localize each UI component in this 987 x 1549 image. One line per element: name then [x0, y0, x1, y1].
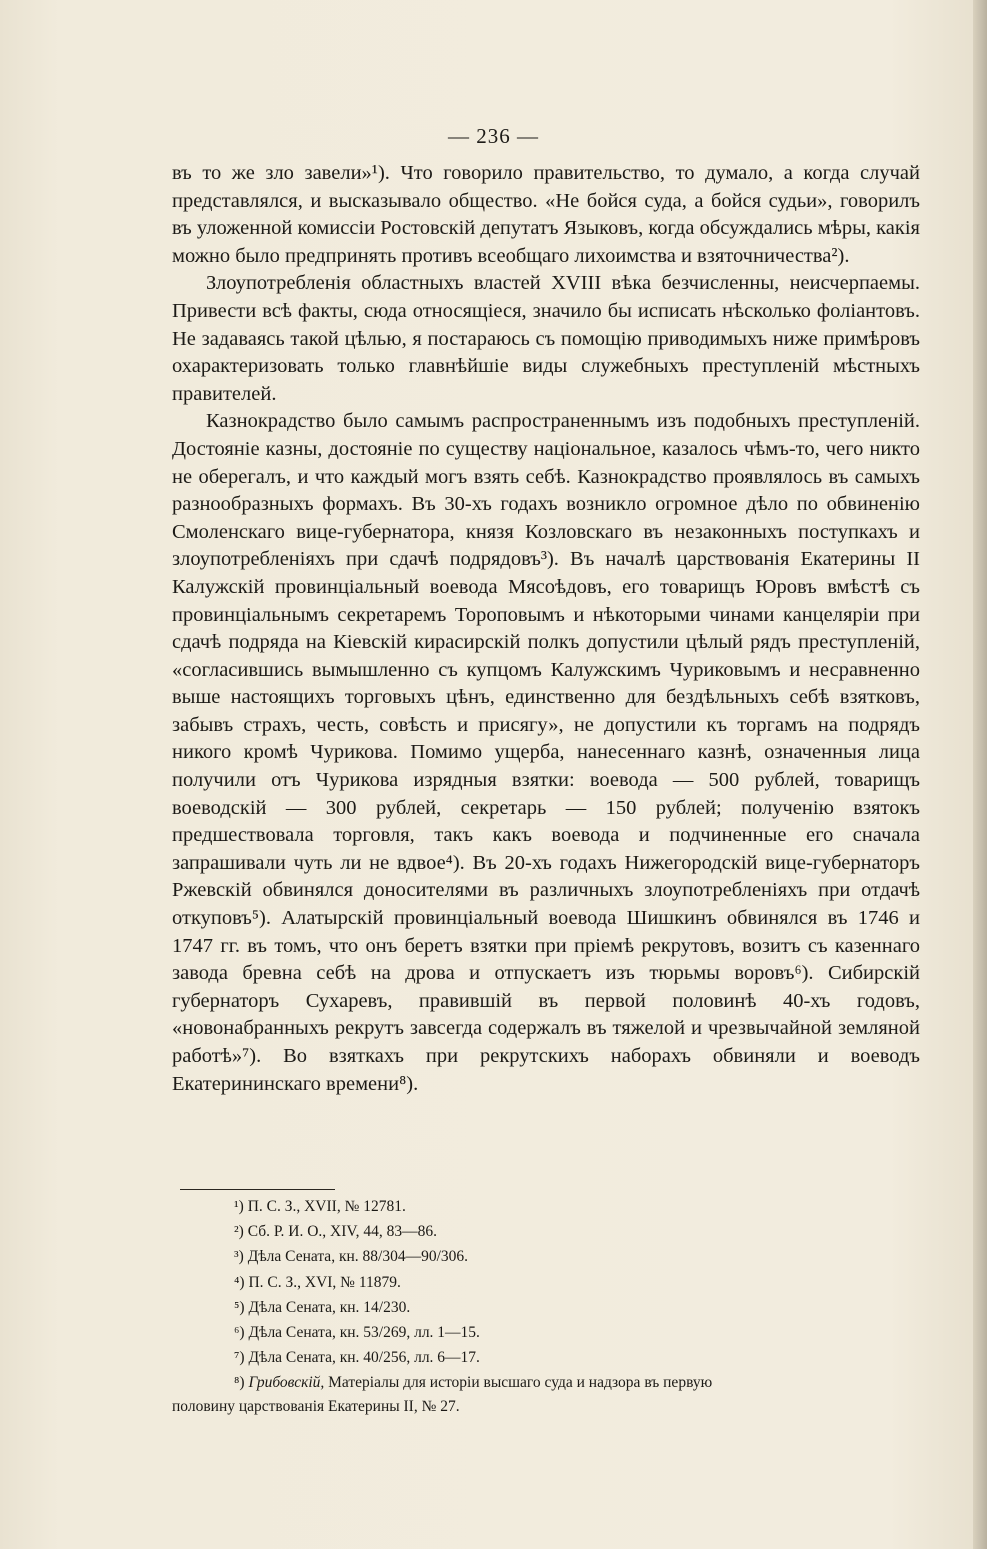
- footnote-text: П. С. З., XVI, № 11879.: [248, 1273, 401, 1291]
- footnote-number: ⁸): [234, 1374, 245, 1392]
- footnote-7: [172, 1345, 920, 1370]
- paragraph-1: въ то же зло завели»¹). Что говорило правительство, то думало, а когда случай представлялся, и высказывало общество. «Не бойся суда, а бойся судьи», говорилъ въ уложенной комиссіи Ростовскій депутатъ Языковъ, когда обсуждались мѣры, какія можно было предпринять противъ всеобщаго лихоимства и взяточничества²).: [172, 162, 920, 267]
- paragraph-2: Злоупотребленія областныхъ властей XVIII вѣка безчисленны, неисчерпаемы. Привести всѣ факты, сюда относящіеся, значило бы исписать нѣсколько фоліантовъ. Не задаваясь такой цѣлью, я постараюсь съ помощію приводимыхъ ниже примѣровъ охарактеризовать только главнѣйшіе виды служебныхъ преступленій мѣстныхъ правителей.: [172, 272, 920, 405]
- footnote-text: П. С. З., XVII, № 12781.: [247, 1198, 406, 1215]
- footnote-number: ³): [234, 1248, 244, 1266]
- footnote-text: Сб. Р. И. О., XIV, 44, 83—86.: [247, 1223, 437, 1241]
- footnote-divider: [180, 1189, 335, 1190]
- footnote-8-continuation: половину царствованія Екатерины II, № 27.: [172, 1397, 460, 1415]
- footnote-text: Дѣла Сената, кн. 14/230.: [248, 1298, 411, 1316]
- footnote-number: ¹): [234, 1198, 244, 1215]
- footnote-3: [172, 1244, 920, 1269]
- footnotes: [172, 1194, 920, 1419]
- footnote-number: ⁷): [234, 1349, 245, 1367]
- footnote-text: Дѣла Сената, кн. 88/304—90/306.: [247, 1248, 469, 1266]
- footnote-6: [172, 1320, 920, 1345]
- footnote-text: Дѣла Сената, кн. 53/269, лл. 1—15.: [248, 1324, 480, 1342]
- footnote-1: [172, 1194, 920, 1219]
- footnote-number: ⁶): [234, 1324, 245, 1342]
- footnote-number: ⁴): [234, 1273, 245, 1291]
- footnote-2: [172, 1219, 920, 1244]
- footnote-author: Грибовскій,: [248, 1374, 325, 1392]
- page-edge-shadow: [973, 0, 987, 1549]
- page-number: — 236 —: [448, 124, 539, 148]
- footnote-number: ⁵): [234, 1298, 245, 1316]
- footnote-text: Матеріалы для исторіи высшаго суда и надзора въ первую: [324, 1374, 713, 1392]
- body-text: [172, 160, 920, 1098]
- footnote-4: [172, 1270, 920, 1295]
- footnote-5: [172, 1295, 920, 1320]
- footnote-8: [172, 1370, 920, 1395]
- footnote-text: Дѣла Сената, кн. 40/256, лл. 6—17.: [248, 1349, 480, 1367]
- footnote-number: ²): [234, 1223, 244, 1241]
- paragraph-3: Казнокрадство было самымъ распространеннымъ изъ подобныхъ преступленій. Достояніе казны, достояніе по существу національное, казалось чѣмъ-то, чего никто не оберегалъ, и что каждый могъ взять себѣ. Казнокрадство проявлялось въ самыхъ разнообразныхъ формахъ. Въ 30-хъ годахъ возникло огромное дѣло по обвиненію Смоленскаго вице-губернатора, князя Козловскаго въ незаконныхъ поступкахъ и злоупотребленіяхъ при сдачѣ подрядовъ³). Въ началѣ царствованія Екатерины II Калужскій провинціальный воевода Мясоѣдовъ, его товарищъ Юровъ вмѣстѣ съ провинціальнымъ секретаремъ Тороповымъ и нѣкоторыми чинами канцеляріи при сдачѣ подряда на Кіевскій кирасирскій полкъ допустили цѣлый рядъ преступленій, «согласившись вымышленно съ купцомъ Калужскимъ Чуриковымъ и несравненно выше настоящихъ торговыхъ цѣнъ, единственно для бездѣльныхъ себѣ взятковъ, забывъ страхъ, честь, совѣсть и присягу», не допустили къ торгамъ на подрядъ никого кромѣ Чурикова. Помимо ущерба, нанесеннаго казнѣ, означенныя лица получили отъ Чурикова изрядныя взятки: воевода — 500 рублей, товарищъ воеводскій — 300 рублей, секретарь — 150 рублей; полученію взятокъ предшествовала торговля, такъ какъ воевода и подчиненные его сначала запрашивали чуть ли не вдвое⁴). Въ 20-хъ годахъ Нижегородскій вице-губернаторъ Ржевскій обвинялся доносителями въ различныхъ злоупотребленіяхъ при отдачѣ откуповъ⁵). Алатырскій провинціальный воевода Шишкинъ обвинялся въ 1746 и 1747 гг. въ томъ, что онъ беретъ взятки при пріемѣ рекрутовъ, возитъ съ казеннаго завода бревна себѣ на дрова и отпускаетъ изъ тюрьмы воровъ⁶). Сибирскій губернаторъ Сухаревъ, правившій въ первой половинѣ 40-хъ годовъ, «новонабранныхъ рекрутъ завсегда содержалъ въ тяжелой и чрезвычайной земляной работѣ»⁷). Во взяткахъ при рекрутскихъ наборахъ обвиняли и воеводъ Екатерининскаго времени⁸).: [172, 410, 920, 1095]
